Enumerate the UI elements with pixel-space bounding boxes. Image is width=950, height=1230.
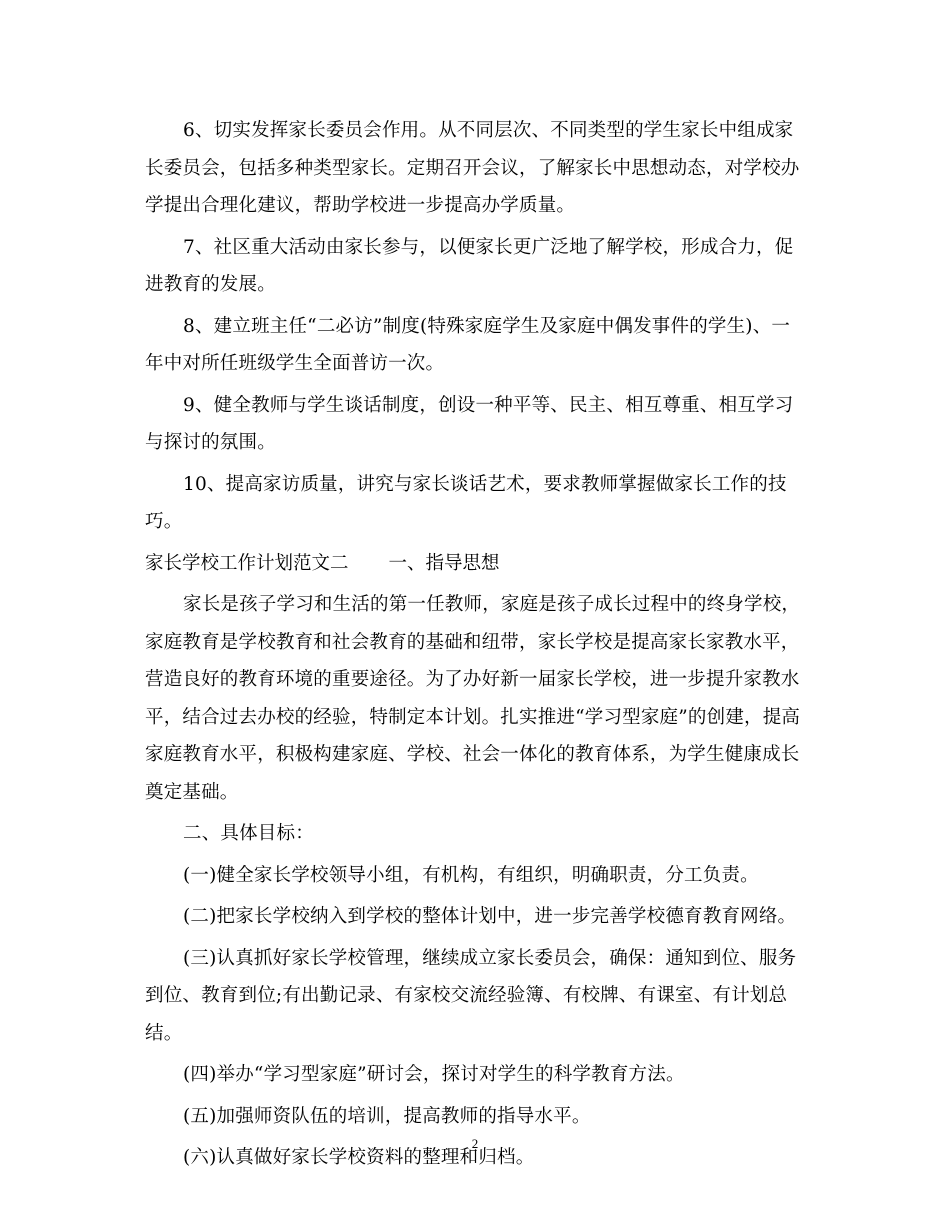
- paragraph-item-6: 6、切实发挥家长委员会作用。从不同层次、不同类型的学生家长中组成家长委员会，包括多种类型家长。定期召开会议，了解家长中思想动态，对学校办学提出合理化建议，帮助学校进一步提高办学质量。: [145, 120, 800, 216]
- goal-item-2: (二)把家长学校纳入到学校的整体计划中，进一步完善学校德育教育网络。: [183, 906, 797, 927]
- paragraph-item-9: 9、健全教师与学生谈话制度，创设一种平等、民主、相互尊重、相互学习与探讨的氛围。: [145, 394, 794, 453]
- paragraph-item-10: 10、提高家访质量，讲究与家长谈话艺术，要求教师掌握做家长工作的技巧。: [145, 473, 787, 532]
- goal-item-6: (六)认真做好家长学校资料的整理和归档。: [183, 1147, 535, 1168]
- goal-item-3: (三)认真抓好家长学校管理，继续成立家长委员会，确保：通知到位、服务到位、教育到位;有出勤记录、有家校交流经验簿、有校牌、有课室、有计划总结。: [145, 947, 797, 1044]
- section-title: 家长学校工作计划范文二: [145, 552, 349, 574]
- paragraph-item-8: 8、建立班主任“二必访”制度(特殊家庭学生及家庭中偶发事件的学生)、一年中对所任班级学生全面普访一次。: [145, 315, 791, 374]
- goal-item-5: (五)加强师资队伍的培训，提高教师的指导水平。: [183, 1105, 591, 1127]
- goal-item-1: (一)健全家长学校领导小组，有机构，有组织，明确职责，分工负责。: [183, 864, 759, 886]
- paragraph-item-7: 7、社区重大活动由家长参与，以便家长更广泛地了解学校，形成合力，促进教育的发展。: [145, 236, 794, 295]
- guiding-ideology-paragraph: 家长是孩子学习和生活的第一任教师，家庭是孩子成长过程中的终身学校，家庭教育是学校教育和社会教育的基础和纽带，家长学校是提高家长家教水平，营造良好的教育环境的重要途径。为了办好新一届家长学校，进一步提升家教水平，结合过去办校的经验，特制定本计划。扎实推进“学习型家庭”的创建，提高家庭教育水平，积极构建家庭、学校、社会一体化的教育体系，为学生健康成长奠定基础。: [145, 594, 801, 803]
- goal-item-4: (四)举办“学习型家庭”研讨会，探讨对学生的科学教育方法。: [183, 1064, 685, 1085]
- page-number: 2: [471, 1136, 479, 1151]
- document-body: [145, 112, 807, 1181]
- specific-goals-heading: 二、具体目标：: [183, 823, 314, 844]
- section-heading: [145, 545, 807, 583]
- section-subtitle: 一、指导思想: [388, 552, 500, 574]
